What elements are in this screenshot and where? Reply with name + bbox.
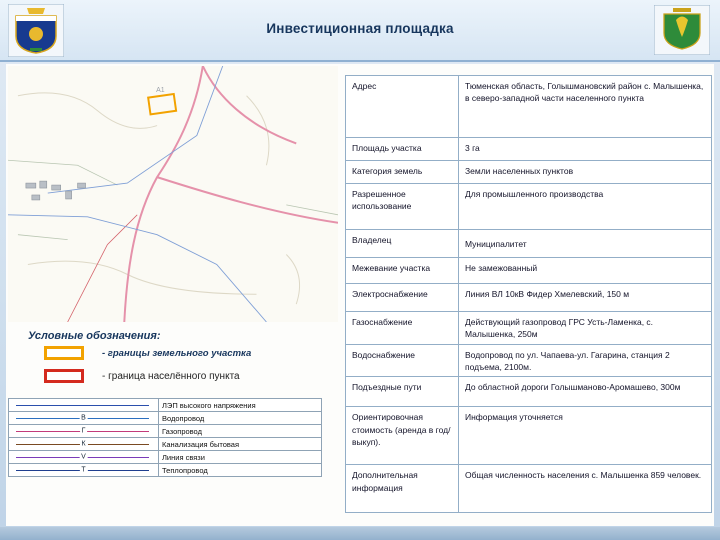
row-label: Водоснабжение [346, 344, 459, 377]
table-row [346, 76, 712, 138]
row-label: Категория земель [346, 161, 459, 184]
row-label: Ориентировочная стоимость (аренда в год/выкуп). [346, 407, 459, 465]
table-row [346, 184, 712, 230]
row-value: Для промышленного производства [459, 184, 712, 230]
row-value: Водопровод по ул. Чапаева-ул. Гагарина, станция 2 подъема, 2100м. [459, 344, 712, 377]
legend-item-land-plot-boundary [44, 346, 251, 360]
legend-row-label: Газопровод [159, 425, 322, 438]
row-value: Земли населенных пунктов [459, 161, 712, 184]
legend-row [9, 438, 322, 451]
legend-row-label: Водопровод [159, 412, 322, 425]
utilities-legend-table [8, 398, 322, 477]
row-value: Линия ВЛ 10кВ Фидер Хмелевский, 150 м [459, 284, 712, 312]
legend-item-label: - граница населённого пункта [102, 370, 240, 382]
settlement-boundary-swatch [44, 369, 84, 383]
table-row [346, 230, 712, 258]
table-row [346, 344, 712, 377]
table-row [346, 138, 712, 161]
power-line-symbol [12, 400, 155, 411]
page-title: Инвестиционная площадка [266, 21, 454, 36]
table-row [346, 465, 712, 513]
land-plot-boundary-swatch [44, 346, 84, 360]
row-label: Дополнительная информация [346, 465, 459, 513]
legend-row [9, 425, 322, 438]
water-line-symbol: В [12, 413, 155, 424]
row-label: Межевание участка [346, 258, 459, 284]
table-row [346, 258, 712, 284]
table-row [346, 312, 712, 345]
comm-line-symbol: V [12, 452, 155, 463]
row-value: Информация уточняется [459, 407, 712, 465]
site-info-table [345, 75, 712, 513]
bottom-bar [0, 527, 720, 540]
row-value: Общая численность населения с. Малышенка 859 человек. [459, 465, 712, 513]
legend-row [9, 399, 322, 412]
table-row [346, 284, 712, 312]
legend-item-settlement-boundary [44, 369, 240, 383]
row-label: Подъездные пути [346, 377, 459, 407]
legend-title: Условные обозначения: [28, 330, 161, 342]
sewer-line-symbol: К [12, 439, 155, 450]
row-value: Не замежованный [459, 258, 712, 284]
row-label: Адрес [346, 76, 459, 138]
table-row [346, 377, 712, 407]
svg-text:А1: А1 [156, 86, 165, 94]
golyshmanovsky-district-emblem-logo [654, 5, 710, 55]
table-row [346, 161, 712, 184]
row-value: 3 га [459, 138, 712, 161]
row-value: До областной дороги Голышманово-Аромашево, 300м [459, 377, 712, 407]
legend-row-label: Канализация бытовая [159, 438, 322, 451]
map [8, 66, 338, 322]
header [0, 0, 720, 62]
heat-line-symbol: Т [12, 465, 155, 476]
gas-line-symbol: Г [12, 426, 155, 437]
legend-row [9, 451, 322, 464]
legend-row-label: Теплопровод [159, 464, 322, 477]
legend-row-label: ЛЭП высокого напряжения [159, 399, 322, 412]
table-row [346, 407, 712, 465]
row-value: Муниципалитет [459, 230, 712, 258]
legend-row-label: Линия связи [159, 451, 322, 464]
legend-item-label: - границы земельного участка [102, 347, 252, 359]
row-value: Действующий газопровод ГРС Усть-Ламенка, с. Малышенка, 250м [459, 312, 712, 345]
legend-row [9, 412, 322, 425]
row-label: Разрешенное использование [346, 184, 459, 230]
row-label: Электроснабжение [346, 284, 459, 312]
row-value: Тюменская область, Голышмановский район с. Малышенка, в северо-западной части населенного пункта [459, 76, 712, 138]
row-label: Газоснабжение [346, 312, 459, 345]
legend-row [9, 464, 322, 477]
row-label: Площадь участка [346, 138, 459, 161]
row-label: Владелец [346, 230, 459, 258]
